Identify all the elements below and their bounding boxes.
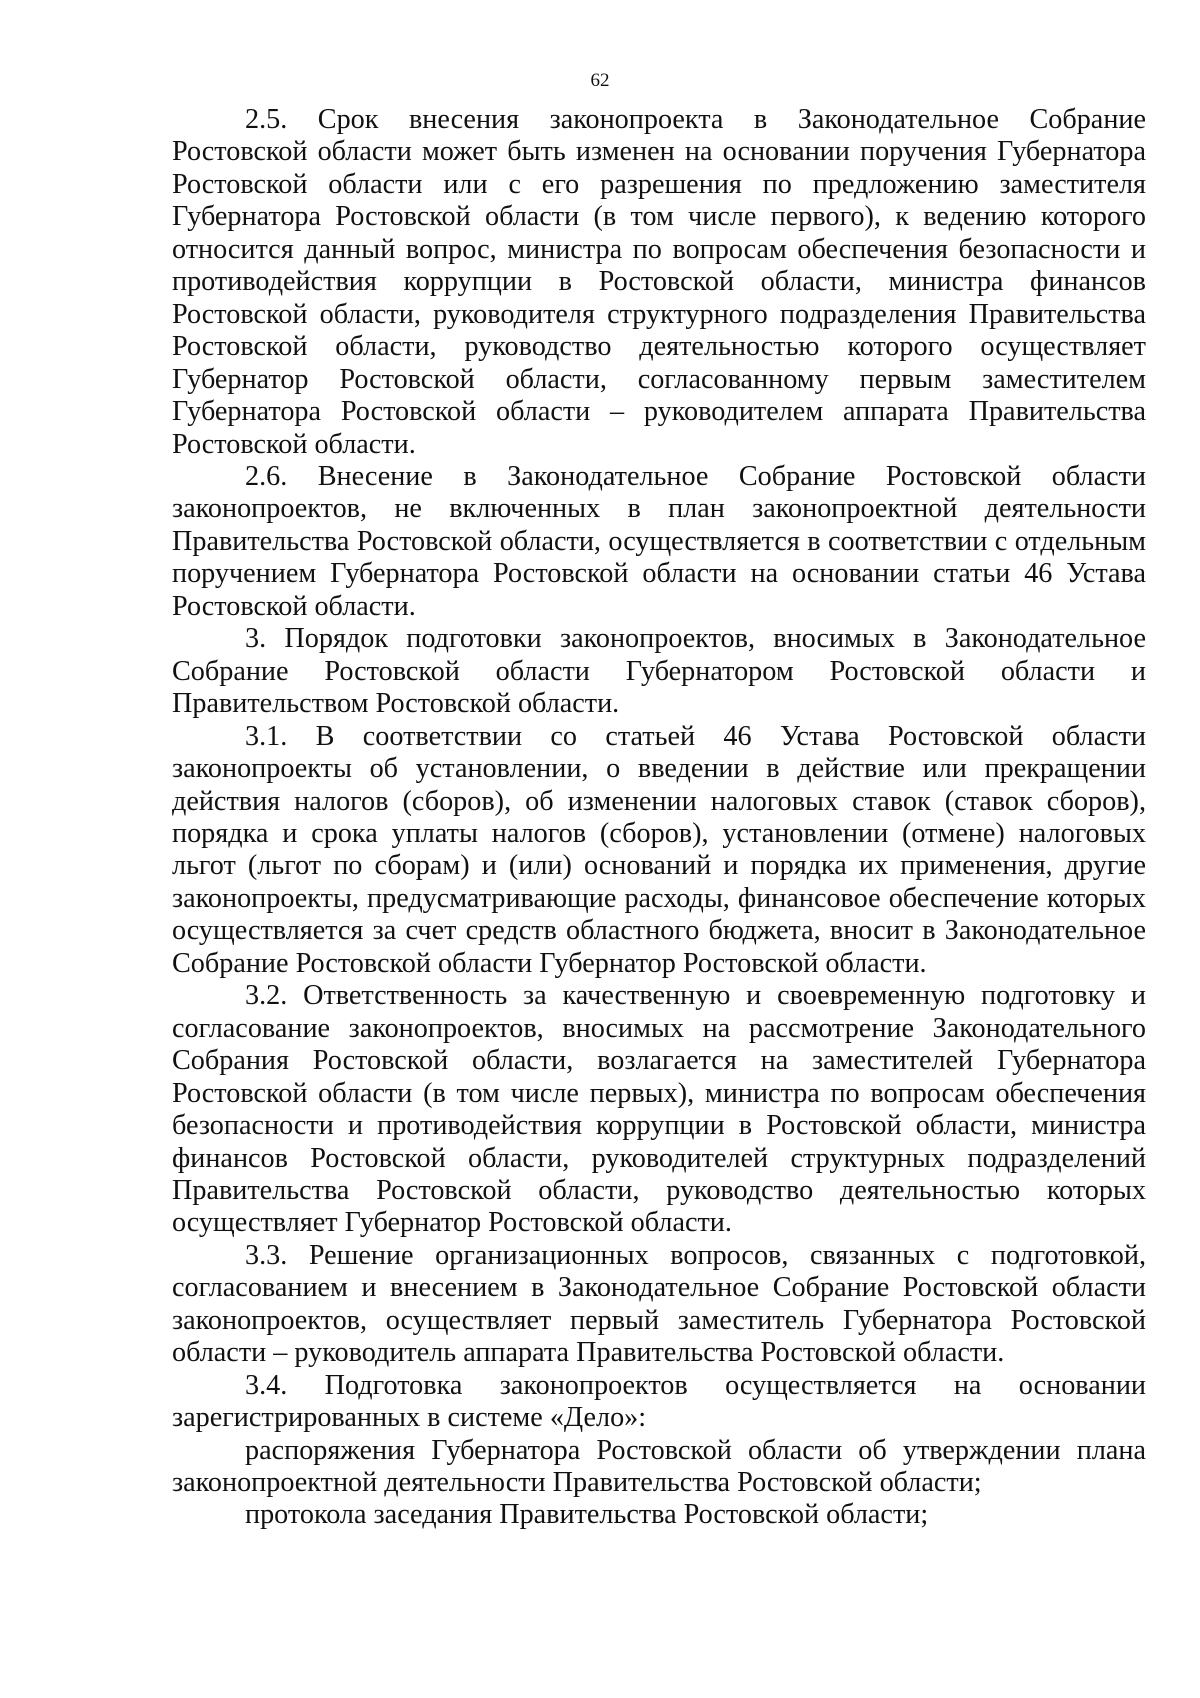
page-number: 62 (590, 70, 610, 91)
paragraph-3-4: 3.4. Подготовка законопроектов осуществляется на основании зарегистрированных в системе «Дело»: (172, 1369, 1146, 1434)
paragraph-2-6: 2.6. Внесение в Законодательное Собрание Ростовской области законопроектов, не включенных в план законопроектной деятельности Правительства Ростовской области, осуществляется в соответствии с отдельным поручением Губернатора Ростовской области на основании статьи 46 Устава Ростовской области. (172, 460, 1146, 622)
paragraph-3: 3. Порядок подготовки законопроектов, вносимых в Законодательное Собрание Ростовской области Губернатором Ростовской области и Правительством Ростовской области. (172, 623, 1146, 720)
paragraph-3-1: 3.1. В соответствии со статьей 46 Устава Ростовской области законопроекты об установлении, о введении в действие или прекращении действия налогов (сборов), об изменении налоговых ставок (ставок сборов), порядка и срока уплаты налогов (сборов), установлении (отмене) налоговых льгот (льгот по сборам) и (или) оснований и порядка их применения, другие законопроекты, предусматривающие расходы, финансовое обеспечение которых осуществляется за счет средств областного бюджета, вносит в Законодательное Собрание Ростовской области Губернатор Ростовской области. (172, 720, 1146, 979)
document-body (172, 104, 1146, 1532)
list-item-government-protocol: протокола заседания Правительства Ростовской области; (245, 1499, 929, 1531)
paragraph-3-2: 3.2. Ответственность за качественную и своевременную подготовку и согласование законопроектов, вносимых на рассмотрение Законодательного Собрания Ростовской области, возлагается на заместителей Губернатора Ростовской области (в том числе первых), министра по вопросам обеспечения безопасности и противодействия коррупции в Ростовской области, министра финансов Ростовской области, руководителей структурных подразделений Правительства Ростовской области, руководство деятельностью которых осуществляет Губернатор Ростовской области. (172, 980, 1146, 1239)
paragraph-2-5: 2.5. Срок внесения законопроекта в Законодательное Собрание Ростовской области может быть изменен на основании поручения Губернатора Ростовской области или с его разрешения по предложению заместителя Губернатора Ростовской области (в том числе первого), к ведению которого относится данный вопрос, министра по вопросам обеспечения безопасности и противодействия коррупции в Ростовской области, министра финансов Ростовской области, руководителя структурного подразделения Правительства Ростовской области, руководство деятельностью которого осуществляет Губернатор Ростовской области, согласованному первым заместителем Губернатора Ростовской области – руководителем аппарата Правительства Ростовской области. (172, 104, 1146, 460)
paragraph-3-3: 3.3. Решение организационных вопросов, связанных с подготовкой, согласованием и внесением в Законодательное Собрание Ростовской области законопроектов, осуществляет первый заместитель Губернатора Ростовской области – руководитель аппарата Правительства Ростовской области. (172, 1239, 1146, 1369)
list-item-governor-order: распоряжения Губернатора Ростовской области об утверждении плана законопроектной деятельности Правительства Ростовской области; (172, 1434, 1146, 1499)
